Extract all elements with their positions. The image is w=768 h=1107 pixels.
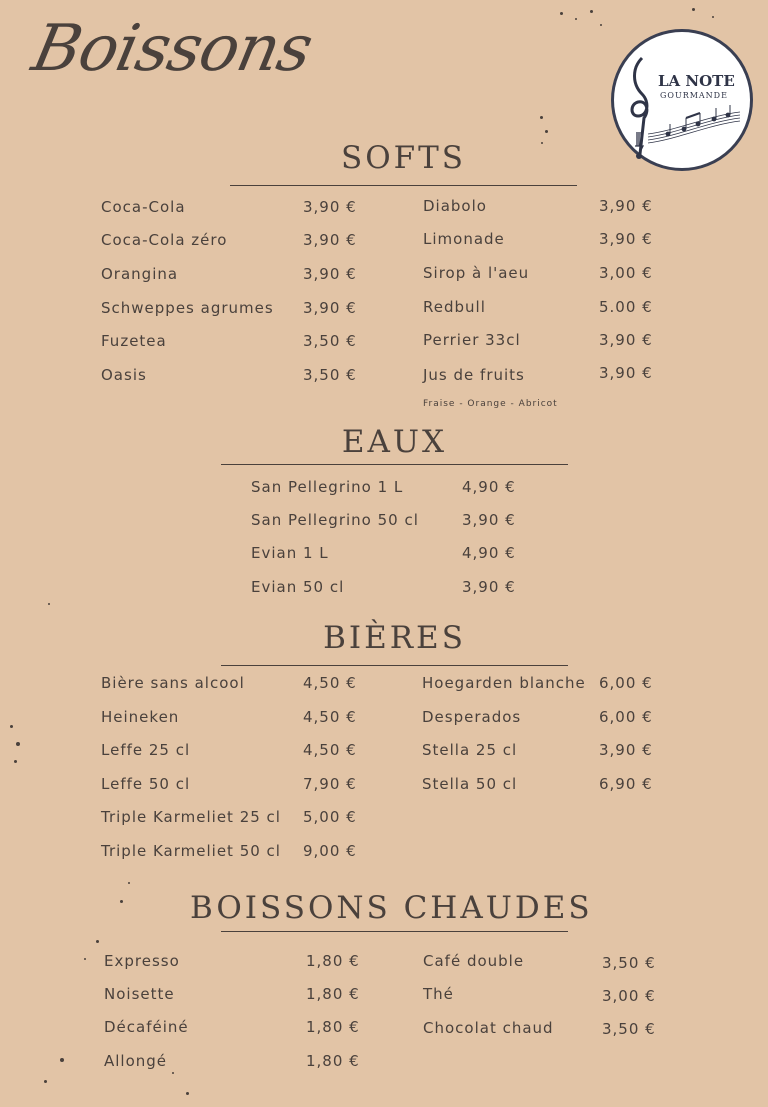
- menu-item-price: 3,50 €: [303, 332, 357, 350]
- menu-item-name: San Pellegrino 1 L: [251, 478, 404, 496]
- ink-speck: [545, 130, 548, 133]
- section-title-eaux: EAUX: [341, 424, 448, 460]
- section-divider: [230, 185, 577, 186]
- menu-item-price: 3,90 €: [599, 197, 653, 215]
- menu-item-name: Triple Karmeliet 25 cl: [101, 808, 281, 826]
- ink-speck: [44, 1080, 47, 1083]
- menu-item-price: 1,80 €: [306, 985, 360, 1003]
- menu-item-name: Décaféiné: [104, 1018, 189, 1036]
- section-divider: [221, 665, 568, 666]
- ink-speck: [712, 16, 714, 18]
- menu-item-name: Orangina: [101, 265, 179, 283]
- ink-speck: [600, 24, 602, 26]
- menu-item-price: 3,90 €: [599, 331, 653, 349]
- menu-item-price: 6,00 €: [599, 708, 653, 726]
- menu-item-name: Evian 1 L: [251, 544, 329, 562]
- menu-item-name: Redbull: [423, 298, 486, 316]
- menu-item-price: 5,00 €: [303, 808, 357, 826]
- menu-item-price: 1,80 €: [306, 952, 360, 970]
- ink-speck: [128, 882, 130, 884]
- menu-item-name: Hoegarden blanche: [422, 674, 586, 692]
- menu-item-price: 4,90 €: [462, 478, 516, 496]
- section-title-boissons-chaudes: BOISSONS CHAUDES: [190, 890, 593, 926]
- menu-item-name: Diabolo: [423, 197, 487, 215]
- menu-item-price: 3,90 €: [462, 511, 516, 529]
- menu-item-name: Chocolat chaud: [423, 1019, 554, 1037]
- menu-item-name: Limonade: [423, 230, 505, 248]
- menu-item-name: Triple Karmeliet 50 cl: [101, 842, 281, 860]
- menu-item-name: San Pellegrino 50 cl: [251, 511, 419, 529]
- menu-item-name: Oasis: [101, 366, 147, 384]
- menu-item-price: 3,90 €: [303, 265, 357, 283]
- menu-item-price: 3,00 €: [602, 987, 656, 1005]
- menu-item-price: 6,90 €: [599, 775, 653, 793]
- menu-item-price: 4,50 €: [303, 741, 357, 759]
- menu-item-name: Leffe 25 cl: [101, 741, 191, 759]
- ink-speck: [96, 940, 99, 943]
- menu-item-price: 3,90 €: [599, 364, 653, 382]
- menu-item-name: Sirop à l'aeu: [423, 264, 530, 282]
- menu-item-price: 3,90 €: [303, 231, 357, 249]
- menu-item-price: 4,90 €: [462, 544, 516, 562]
- menu-item-price: 4,50 €: [303, 708, 357, 726]
- ink-speck: [575, 18, 577, 20]
- ink-speck: [14, 760, 17, 763]
- menu-item-name: Noisette: [104, 985, 175, 1003]
- menu-item-price: 3,90 €: [462, 578, 516, 596]
- menu-item-name: Leffe 50 cl: [101, 775, 191, 793]
- menu-item-price: 1,80 €: [306, 1052, 360, 1070]
- menu-item-name: Bière sans alcool: [101, 674, 245, 692]
- menu-item-name: Allongé: [104, 1052, 168, 1070]
- menu-item-price: 3,90 €: [599, 230, 653, 248]
- menu-item-name: Perrier 33cl: [423, 331, 521, 349]
- ink-speck: [540, 116, 543, 119]
- menu-item-name: Expresso: [104, 952, 180, 970]
- menu-item-name: Coca-Cola zéro: [101, 231, 228, 249]
- section-divider: [221, 464, 568, 465]
- menu-item-name: Thé: [423, 985, 454, 1003]
- logo: [611, 29, 753, 171]
- menu-item-name: Coca-Cola: [101, 198, 186, 216]
- menu-item-name: Stella 50 cl: [422, 775, 518, 793]
- ink-speck: [10, 725, 13, 728]
- menu-item-price: 1,80 €: [306, 1018, 360, 1036]
- section-title-bieres: BIÈRES: [323, 620, 466, 656]
- ink-speck: [590, 10, 593, 13]
- menu-item-price: 3,90 €: [599, 741, 653, 759]
- menu-item-name: Schweppes agrumes: [101, 299, 274, 317]
- ink-speck: [172, 1072, 174, 1074]
- menu-item-name: Café double: [423, 952, 525, 970]
- menu-item-price: 3,90 €: [303, 299, 357, 317]
- menu-item-price: 3,50 €: [602, 954, 656, 972]
- menu-item-price: 6,00 €: [599, 674, 653, 692]
- section-title-softs: SOFTS: [340, 140, 467, 176]
- menu-item-price: 3,90 €: [303, 198, 357, 216]
- ink-speck: [16, 742, 20, 746]
- menu-item-price: 5.00 €: [599, 298, 653, 316]
- menu-title: Boissons: [26, 12, 319, 86]
- music-notes-icon: [648, 104, 740, 144]
- ink-speck: [48, 603, 50, 605]
- menu-item-name: Stella 25 cl: [422, 741, 518, 759]
- menu-item-price: 4,50 €: [303, 674, 357, 692]
- menu-item-name: Desperados: [422, 708, 522, 726]
- ink-speck: [84, 958, 86, 960]
- menu-item-name: Heineken: [101, 708, 180, 726]
- ink-speck: [60, 1058, 64, 1062]
- logo-name: LA NOTE: [658, 72, 735, 90]
- logo-subtitle: GOURMANDE: [660, 91, 728, 100]
- ink-speck: [541, 142, 543, 144]
- menu-item-price: 7,90 €: [303, 775, 357, 793]
- ink-speck: [120, 900, 123, 903]
- menu-item-price: 9,00 €: [303, 842, 357, 860]
- ink-speck: [560, 12, 563, 15]
- menu-item-name: Jus de fruits: [423, 366, 525, 384]
- ink-speck: [692, 8, 695, 11]
- menu-item-price: 3,50 €: [303, 366, 357, 384]
- menu-item-name: Fuzetea: [101, 332, 167, 350]
- section-divider: [221, 931, 568, 932]
- ink-speck: [186, 1092, 189, 1095]
- menu-item-price: 3,50 €: [602, 1020, 656, 1038]
- menu-item-price: 3,00 €: [599, 264, 653, 282]
- juice-flavors-note: Fraise - Orange - Abricot: [423, 399, 558, 409]
- menu-item-name: Evian 50 cl: [251, 578, 345, 596]
